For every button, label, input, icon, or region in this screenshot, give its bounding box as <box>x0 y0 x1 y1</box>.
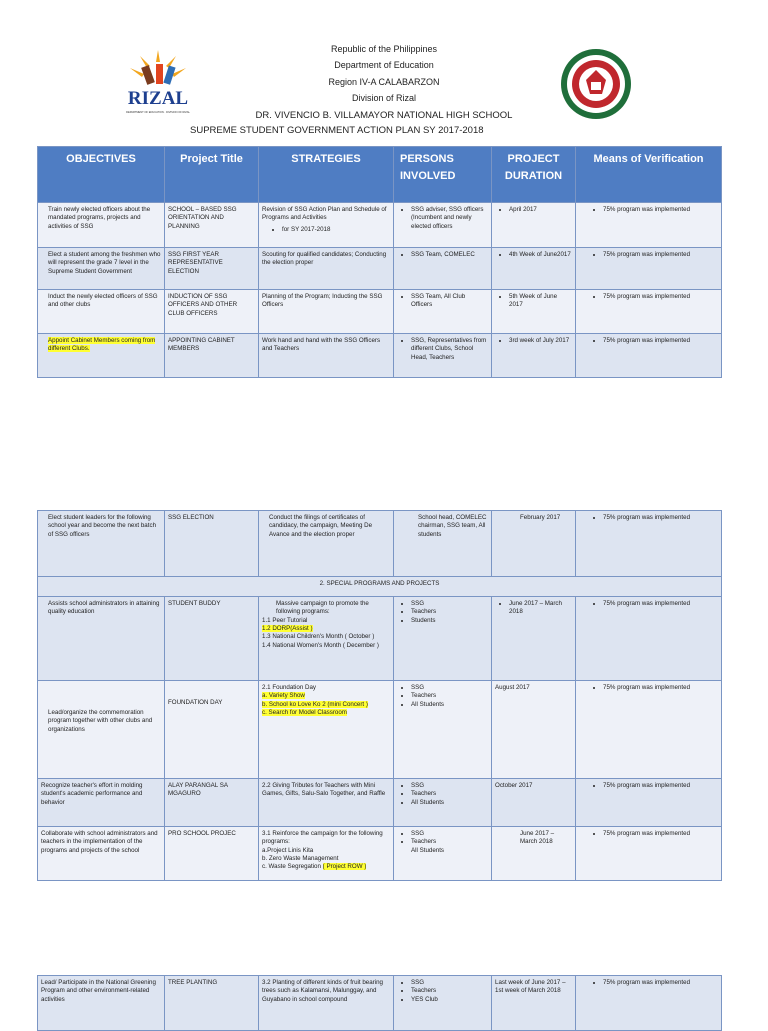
title-cell: APPOINTING CABINET MEMBERS <box>165 334 259 378</box>
school-name: DR. VIVENCIO B. VILLAMAYOR NATIONAL HIGH SCHOOL <box>255 110 513 121</box>
action-plan-table-1 <box>37 146 722 378</box>
verification-cell <box>576 290 722 334</box>
duration-cell <box>492 248 576 290</box>
title-cell: SSG ELECTION <box>165 511 259 577</box>
verification-text: • 75% program was implemented <box>603 206 718 214</box>
duration-cell: October 2017 <box>492 779 576 827</box>
duration-cell: February 2017 <box>492 511 576 577</box>
persons-cell <box>394 334 492 378</box>
strategy-cell <box>259 681 394 779</box>
objective-cell: Train newly elected officers about the mandated programs, projects and activities of SSG <box>38 203 165 248</box>
persons-cell <box>394 597 492 681</box>
highlighted-objective: Appoint Cabinet Members coming from different Clubs. <box>48 337 156 353</box>
duration-cell <box>492 597 576 681</box>
objective-cell <box>38 334 165 378</box>
title-cell: SCHOOL – BASED SSG ORIENTATION AND PLANNING <box>165 203 259 248</box>
title-cell: STUDENT BUDDY <box>165 597 259 681</box>
action-plan-table-3 <box>37 975 722 1031</box>
rizal-logo <box>126 50 190 122</box>
verification-text: • 75% program was implemented <box>603 337 718 345</box>
person-item: • Teachers <box>411 692 488 700</box>
person-item: • All Students <box>411 799 488 807</box>
plan-title: SUPREME STUDENT GOVERNMENT ACTION PLAN SY 2017-2018 <box>190 125 484 136</box>
verification-text: • 75% program was implemented <box>603 830 718 838</box>
duration-text: • 3rd week of July 2017 <box>509 337 572 345</box>
verification-cell <box>576 511 722 577</box>
col-project-title: Project Title <box>165 147 259 203</box>
header-division: Division of Rizal <box>351 93 417 103</box>
objective-cell: Elect student leaders for the following school year and become the next batch of SSG officers <box>38 511 165 577</box>
strategy-cell: Work hand and hand with the SSG Officers and Teachers <box>259 334 394 378</box>
persons-cell <box>394 248 492 290</box>
person-item: • Teachers <box>411 608 488 616</box>
persons-cell <box>394 976 492 1031</box>
strategy-item: 1.1 Peer Tutorial <box>262 616 308 624</box>
col-verification: Means of Verification <box>576 147 722 203</box>
col-objectives: OBJECTIVES <box>38 147 165 203</box>
action-plan-table-2 <box>37 510 722 881</box>
header-region: Region IV-A CALABARZON <box>328 77 440 87</box>
verification-cell <box>576 681 722 779</box>
person-item: • Students <box>411 617 488 625</box>
school-seal-logo <box>560 48 632 120</box>
person-item: • SSG <box>411 979 488 987</box>
title-cell: PRO SCHOOL PROJEC <box>165 827 259 881</box>
strategy-intro: Massive campaign to promote the following programs: <box>276 600 369 616</box>
strategy-cell <box>259 597 394 681</box>
strategy-intro: 2.1 Foundation Day <box>262 684 317 691</box>
col-duration: PROJECT DURATION <box>492 147 576 203</box>
table-row <box>38 976 722 1031</box>
verification-text: • 75% program was implemented <box>603 293 718 301</box>
duration-text: • June 2017 – March 2018 <box>509 600 572 617</box>
rizal-logo-text: RIZAL <box>127 88 189 109</box>
persons-cell <box>394 681 492 779</box>
strategy-item: 1.3 National Children's Month ( October ) <box>262 633 375 641</box>
person-item: • SSG <box>411 782 488 790</box>
title-cell: SSG FIRST YEAR REPRESENTATIVE ELECTION <box>165 248 259 290</box>
rizal-logo-subtext: DEPARTMENT OF EDUCATION · DIVISION OF RIZAL <box>126 111 190 114</box>
person-item: • SSG <box>411 600 488 608</box>
strategy-cell <box>259 827 394 881</box>
objective-cell: Collaborate with school administrators and teachers in the implementation of the programs and projects of the school <box>38 827 165 881</box>
duration-cell: August 2017 <box>492 681 576 779</box>
person-item: • SSG Team, COMELEC <box>411 251 488 259</box>
strategy-text: Revision of SSG Action Plan and Schedule of Programs and Activities <box>262 206 387 222</box>
verification-cell <box>576 827 722 881</box>
col-persons: PERSONS INVOLVED <box>394 147 492 203</box>
verification-text: • 75% program was implemented <box>603 514 718 522</box>
strategy-item: c. Waste Segregation <box>262 863 321 871</box>
verification-cell <box>576 597 722 681</box>
table-row <box>38 203 722 248</box>
verification-cell <box>576 779 722 827</box>
objective-cell: Recognize teacher's effort in molding student's academic performance and behavior <box>38 779 165 827</box>
duration-cell: Last week of June 2017 – 1st week of March 2018 <box>492 976 576 1031</box>
verification-cell <box>576 248 722 290</box>
section-title: 2. SPECIAL PROGRAMS AND PROJECTS <box>38 577 722 597</box>
strategy-cell: 2.2 Giving Tributes for Teachers with Mini Games, Gifts, Salu-Salo Together, and Raffle <box>259 779 394 827</box>
section-row <box>38 577 722 597</box>
verification-cell <box>576 976 722 1031</box>
table-row <box>38 779 722 827</box>
duration-text: • 5th Week of June 2017 <box>509 293 572 310</box>
objective-cell: Induct the newly elected officers of SSG and other clubs <box>38 290 165 334</box>
table-row <box>38 511 722 577</box>
strategy-cell: Conduct the filings of certificates of candidacy, the campaign, Meeting De Avance and the election proper <box>259 511 394 577</box>
person-item: • SSG <box>411 830 488 838</box>
col-strategies: STRATEGIES <box>259 147 394 203</box>
strategy-cell: Scouting for qualified candidates; Conducting the election proper <box>259 248 394 290</box>
title-cell: INDUCTION OF SSG OFFICERS AND OTHER CLUB OFFICERS <box>165 290 259 334</box>
verification-text: • 75% program was implemented <box>603 684 718 692</box>
objective-cell: Assists school administrators in attaining quality education <box>38 597 165 681</box>
verification-cell <box>576 334 722 378</box>
duration-cell <box>492 334 576 378</box>
persons-cell <box>394 779 492 827</box>
strategy-item: b. Zero Waste Management <box>262 855 339 863</box>
strategy-intro: 3.1 Reinforce the campaign for the following programs: <box>262 830 383 846</box>
persons-cell <box>394 203 492 248</box>
duration-text: • 4th Week of June2017 <box>509 251 572 259</box>
verification-text: • 75% program was implemented <box>603 979 718 987</box>
person-item: • Teachers <box>411 790 488 798</box>
strategy-item: a.Project Linis Kita <box>262 846 314 854</box>
table-row <box>38 597 722 681</box>
title-cell: TREE PLANTING <box>165 976 259 1031</box>
strategy-bullet: • for SY 2017-2018 <box>282 226 390 234</box>
strategy-item-highlighted: c. Search for Model Classroom <box>262 709 347 717</box>
strategy-item-highlighted: 1.2 DORP(Assist ) <box>262 625 313 633</box>
verification-text: • 75% program was implemented <box>603 782 718 790</box>
header-department: Department of Education <box>334 60 434 70</box>
person-item: • SSG adviser, SSG officers (Incumbent and newly elected officers <box>411 206 488 231</box>
duration-text: • April 2017 <box>509 206 572 214</box>
person-item: All Students <box>411 846 445 854</box>
strategy-cell: Planning of the Program; Inducting the SSG Officers <box>259 290 394 334</box>
strategy-item: 1.4 National Women's Month ( December ) <box>262 641 379 649</box>
strategy-cell <box>259 203 394 248</box>
objective-cell: Lead/organize the commemoration program together with other clubs and organizations <box>38 681 165 779</box>
header-republic: Republic of the Philippines <box>330 44 438 54</box>
strategy-item-highlighted: ( Project ROW ) <box>322 863 367 871</box>
table-row <box>38 334 722 378</box>
table-row <box>38 248 722 290</box>
table-row <box>38 827 722 881</box>
person-item: • YES Club <box>411 996 488 1004</box>
duration-cell <box>492 290 576 334</box>
person-item: • Teachers <box>411 987 488 995</box>
table-row <box>38 681 722 779</box>
person-item: • SSG <box>411 684 488 692</box>
person-item: • SSG, Representatives from different Clubs, School Head, Teachers <box>411 337 488 362</box>
strategy-item-highlighted: a. Variety Show <box>262 692 305 700</box>
title-cell: ALAY PARANGAL SA MGAGURO <box>165 779 259 827</box>
verification-text: • 75% program was implemented <box>603 600 718 608</box>
objective-cell: Elect a student among the freshmen who will represent the grade 7 level in the Supreme Student Government <box>38 248 165 290</box>
duration-cell: June 2017 – March 2018 <box>492 827 576 881</box>
verification-cell <box>576 203 722 248</box>
persons-cell <box>394 827 492 881</box>
duration-cell <box>492 203 576 248</box>
objective-cell: Lead/ Participate in the National Greening Program and other environment-related activities <box>38 976 165 1031</box>
table-row <box>38 290 722 334</box>
verification-text: • 75% program was implemented <box>603 251 718 259</box>
strategy-cell: 3.2 Planting of different kinds of fruit bearing trees such as Kalamansi, Malunggay, and Guyabano in school compound <box>259 976 394 1031</box>
persons-cell: School head, COMELEC chairman, SSG team, All students <box>394 511 492 577</box>
strategy-item-highlighted: b. School ko Love Ko 2 (mini Concert ) <box>262 700 368 708</box>
title-cell: FOUNDATION DAY <box>165 681 259 779</box>
person-item: • Teachers <box>411 838 488 846</box>
persons-cell <box>394 290 492 334</box>
person-item: • SSG Team, All Club Officers <box>411 293 488 310</box>
person-item: • All Students <box>411 701 488 709</box>
